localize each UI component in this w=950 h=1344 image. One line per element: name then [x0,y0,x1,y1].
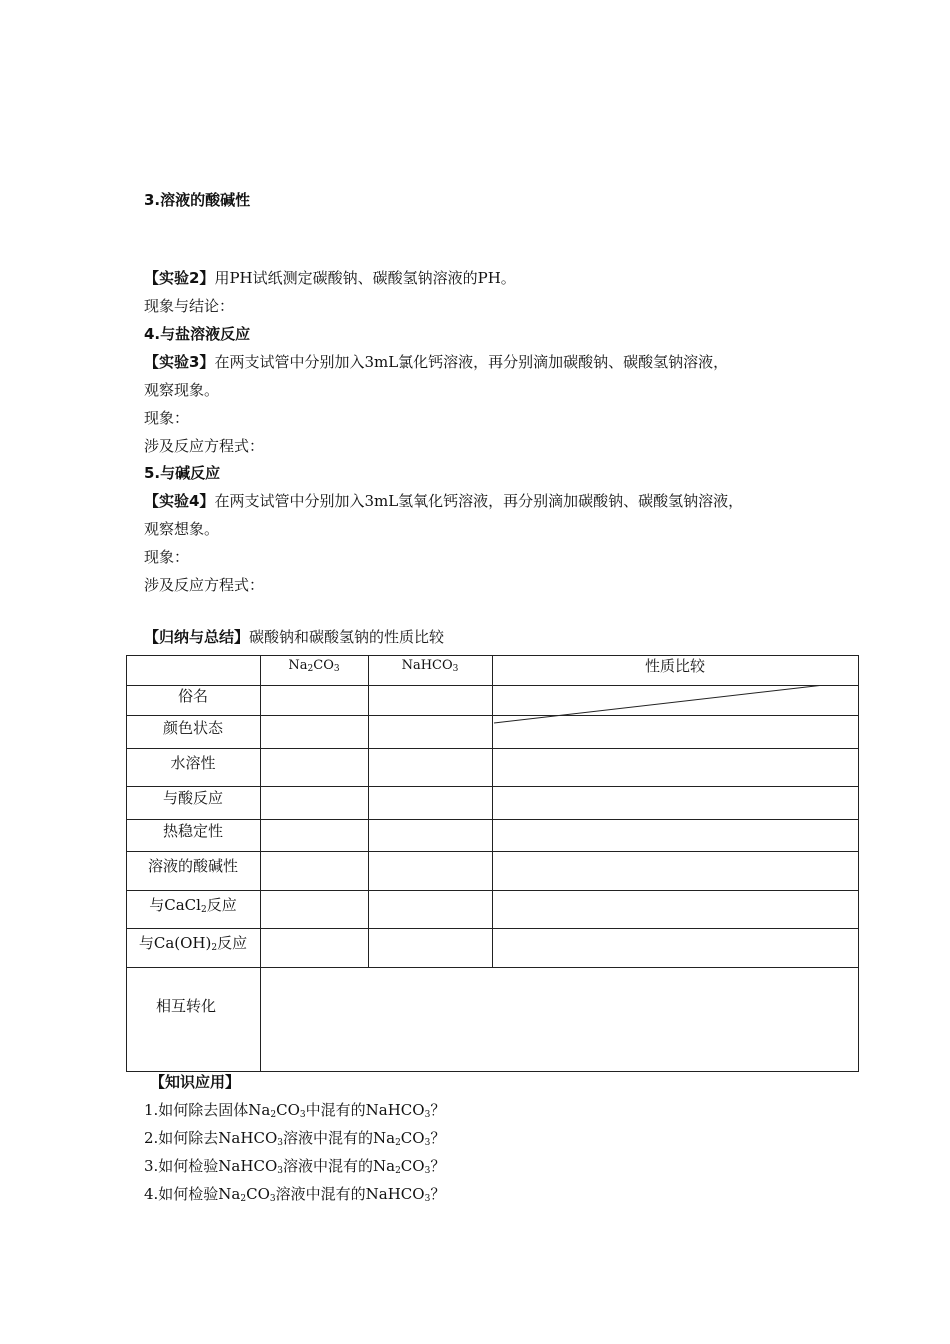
experiment3-phenomenon: 现象： [144,409,190,427]
row-label-color-state: 颜色状态 [162,719,223,737]
experiment4 [144,491,743,511]
experiment4-tag: 【实验4】 [144,492,215,510]
row-label-solubility: 水溶性 [170,754,216,772]
experiment3-equation: 涉及反应方程式： [144,437,265,455]
summary-heading [144,627,444,647]
row-label-common-name: 俗名 [177,687,208,705]
experiment3-text: 在两支试管中分别加入3mL氯化钙溶液，再分别滴加碳酸钠、碳酸氢钠溶液， [214,353,729,371]
experiment4-equation: 涉及反应方程式： [144,576,265,594]
header-nahco3: NaHCO$_3$ [401,658,459,674]
experiment2-phenomenon: 现象与结论： [144,297,235,315]
row-label-cacl2: 与CaCl$_2$反应 [149,896,237,915]
experiment4-phenomenon: 现象： [144,548,190,566]
experiment2-tag: 【实验2】 [144,269,215,287]
question-2: 2.如何除去NaHCO$_3$溶液中混有的$Na_2CO_3$？ [144,1129,446,1148]
question-4: 4.如何检验$Na_2CO_3$溶液中混有的NaHCO$_3$？ [144,1185,446,1204]
experiment4-text2: 观察想象。 [144,520,220,538]
section3-title: 3.溶液的酸碱性 [144,191,251,209]
summary-text: 碳酸钠和碳酸氢钠的性质比较 [249,628,445,646]
diagonal-slash [492,685,859,749]
comparison-table [126,655,859,1072]
experiment3-tag: 【实验3】 [144,353,215,371]
summary-tag: 【归纳与总结】 [144,628,250,646]
row-label-acidity: 溶液的酸碱性 [147,857,238,875]
experiment3-text2: 观察现象。 [144,381,220,399]
experiment2 [144,268,516,288]
header-na2co3: $Na_2CO_3$ [288,658,340,674]
question-1: 1.如何除去固体$Na_2CO_3$中混有的NaHCO$_3$？ [144,1101,446,1120]
experiment4-text: 在两支试管中分别加入3mL氢氧化钙溶液，再分别滴加碳酸钠、碳酸氢钠溶液， [214,492,744,510]
row-label-thermal-stability: 热稳定性 [162,822,223,840]
row-label-caoh2: 与$Ca(OH)_2$反应 [138,934,248,953]
row-label-acid-reaction: 与酸反应 [162,789,223,807]
experiment2-text: 用PH试纸测定碳酸钠、碳酸氢钠溶液的PH。 [214,269,516,287]
row-label-conversion: 相互转化 [155,997,216,1015]
experiment3 [144,352,728,372]
section4-title: 4.与盐溶液反应 [144,325,251,343]
knowledge-tag: 【知识应用】 [150,1073,241,1091]
question-3: 3.如何检验NaHCO$_3$溶液中混有的$Na_2CO_3$？ [144,1157,446,1176]
section5-title: 5.与碱反应 [144,464,221,482]
header-comparison: 性质比较 [644,657,705,675]
